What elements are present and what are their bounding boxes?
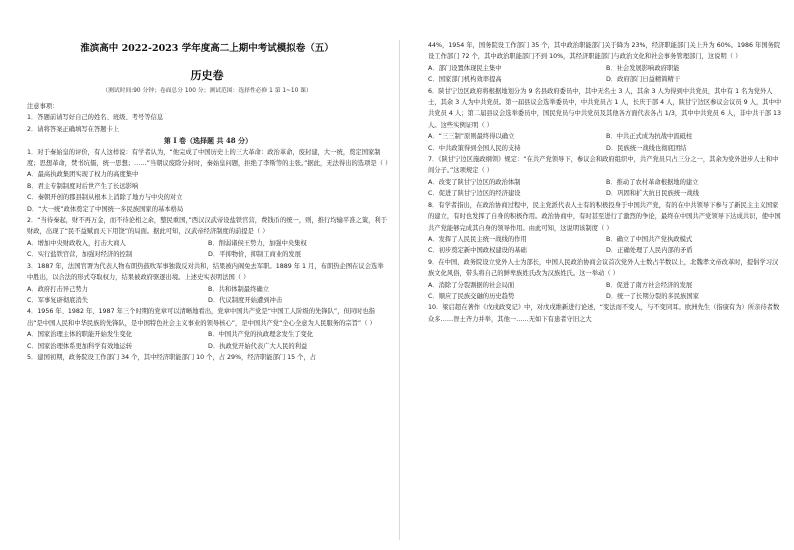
question-3: 3．1887 年，法国官署为代表人物布朗热鼓吹军事独裁反对共和，结果被内阁免去军职。1889 年 1 月，布朗热企图在议会选举中胜出，以合法的形式夺取权力，结果被政府驱逐出境。上述史实表明法国（ ） (27, 262, 384, 282)
left-column (27, 101, 392, 363)
option: A．最高执政集团实现了权力的高度集中 (27, 171, 139, 179)
question-8: 8．有学者指出，在政治协商过程中，民主党派代表人士有的积极投身于中国共产党，有的在中共领导下参与了新民主主义国家的建立，有时也发挥了自身的积极作用。政治协商中，有时甚至进行了激烈的争论，最终在中国共产党领导下达成共识，使中国共产党能够完成其自身的领导作用。由此可知，这说明该制度（ ） (428, 201, 781, 232)
question-2: 2．“当待秦起，财不再万金，而不待论相之余，整民重国，”西汉汉武帝设盐铁官营，费钱币的统一，则，推行均输平准之策，利于财政，出现了“民不益赋而天下用饶”的局面。据此可知，汉武帝经济制度的前提是（ ） (27, 217, 388, 236)
option: C．初步奠定新中国政权建设的基础 (428, 247, 527, 255)
right-column (428, 40, 784, 325)
option: B．中共正式成为抗战中流砥柱 (606, 133, 693, 141)
option: D．“大一统”政体奠定了中国统一多民族国家的基本格局 (27, 205, 184, 213)
option: B．促进了南方社会经济的发展 (606, 281, 693, 289)
option: B．推动了农村革命根据地的建立 (606, 178, 699, 186)
notes-item: 2．请将答案正确填写在答题卡上 (27, 125, 120, 133)
section-heading: 第 I 卷（选择题 共 48 分） (163, 136, 253, 146)
option: D．民族统一战线也彻底团结 (606, 144, 687, 152)
question-5: 5．建国初期，政务院设工作部门 34 个，其中经济职能部门 10 个，占 29%，经济职能部门 15 个，占 (27, 353, 317, 361)
option: B．中国共产党的执政理念发生了变化 (208, 331, 314, 339)
notes-heading: 注意事项： (27, 103, 59, 110)
option: C．顺应了民族交融的历史趋势 (428, 292, 515, 300)
option: D．代议制度开始遭到冲击 (208, 296, 283, 304)
option: A．国家治理主体的职能开始发生变化 (27, 331, 133, 339)
option: A．增加中央财政收入，打击大商人 (27, 239, 126, 247)
option: B．君主专制制度对后世产生了长远影响 (27, 182, 139, 190)
option: A．“三三制”原则最终得以确立 (428, 133, 515, 141)
option: A．发挥了人民民主统一战线的作用 (428, 235, 527, 243)
question-6: 6．陕甘宁边区政府将根据地划分为 9 名县政府委员中，其中无名士 3 人，其余 3 人为得到中共党员，其中有 1 名为党外人士，其余 3 人为中共党员。第一届县议会选举委员中，中共党员占 1 人，长庆于部 4 人，陕甘宁边区参议会议员 9 人，其中中共党员 4 人；第二届县议会选举委员中，国民党员与中共党员及其他各方面代表各占 1/3，其中中共党员 6 人，非中共干部 13 人。这些实例证明（ ） (428, 87, 782, 129)
question-9: 9．在中国，政务院设立党外人士为部长，中国人民政治协商会议首次党外人士数占半数以上，北魏孝文帝改革时，提倡学习汉族文化风俗，带头将自己的鲜卑族姓氏改为汉族姓氏。这一举动（ ） (428, 258, 779, 278)
option: C．军事复辟彻底消失 (27, 296, 89, 304)
question-4: 4．1956 年、1982 年、1987 年三个时期的党章可以清晰地看出，党章中国共产党是“中国工人阶级的先锋队”，但同时也指出“是中国人民和中华民族的先锋队，是中国特色社会主义事业的领导核心”，是中国共产党“全心全意为人民服务的宗旨”（ ） (27, 308, 376, 327)
exam-meta: （测试时间:90 分钟；卷面总分 100 分；测试范围：选择性必修 1 第 1~10 课） (102, 88, 312, 94)
option: D．正确处理了人民内部的矛盾 (606, 247, 693, 255)
column-divider (399, 40, 400, 540)
option: B．社会发展影响政府职能 (606, 64, 680, 72)
question-1: 1．对于秦始皇的评价，有人这样说：有学者认为，“他完成了中国历史上的三大革命：政治革命，废封建，大一统，奠定国家制度；思想革命，焚书坑儒，统一思想；……”当朝议废除分封时，秦始皇问题，拒绝了李斯等的主张。”据此，无法得出的选项是（ ） (27, 148, 392, 168)
option: D．政府部门日益精简精干 (606, 76, 681, 84)
option: D．执政党开始代表广大人民的利益 (208, 342, 308, 350)
option: C．中共政策得到全国人民的支持 (428, 144, 521, 152)
option: C．实行盐铁官营，加强对经济的控制 (27, 251, 133, 259)
option: B．削弱诸侯王势力，加强中央集权 (208, 239, 307, 247)
exam-subject: 历史卷 (190, 69, 224, 82)
option: D．统一了长期分裂的多民族国家 (606, 292, 700, 300)
option: A．部门设置体现民主集中 (428, 64, 502, 72)
option: C．促进了陕甘宁边区的经济建设 (428, 190, 521, 198)
notes-item: 1．答题前请写好自己的姓名、班级、考号等信息 (27, 114, 164, 122)
question-7: 7．《陕甘宁边区施政纲领》规定：“在共产党领导下，参议会和政府组织中，共产党员只占三分之一，其余为党外进步人士和中间分子。”这项规定（ ） (428, 156, 779, 175)
option: D．平抑物价，抑制工商业的发展 (208, 251, 302, 259)
option: A．改变了陕甘宁边区的政治体制 (428, 178, 521, 186)
option: C．国家治理体系更加科学有效地运转 (27, 342, 133, 350)
option: B．确立了中国共产党执政模式 (606, 235, 693, 243)
question-10: 10．梁启超在著作《戊戌政变记》中，对戊戌维新进行论述，“变法而不变人，与不变同耳。欧洲先生（指康有为）所亲待者数众多……智士齐力并举，其他一……无如下有患者守旧之大 (428, 304, 780, 323)
option: A．政府打击异己势力 (27, 285, 88, 293)
exam-title: 淮滨高中 2022-2023 学年度高二上期中考试模拟卷（五） (80, 43, 334, 54)
option: C．国家部门机构效率提高 (428, 76, 502, 84)
option: D．巩固和扩大抗日民族统一战线 (606, 190, 700, 198)
option: C．秦朝开创的郡县制从根本上消除了地方与中央的对立 (27, 194, 183, 202)
question-5-continued: 44%，1954 年，国务院设工作部门 35 个，其中政治职能部门关于降为 23%，经济职能部门关上升为 60%。1986 年国务院设工作部门 72 个，其中政治职能部门不到 10%，其经济职能部门与政治文化和社会事务管理部门，这说明（ ） (428, 42, 781, 61)
option: A．消除了分裂割据的社会局面 (428, 281, 515, 289)
option: B．共和体制最终确立 (208, 285, 269, 293)
